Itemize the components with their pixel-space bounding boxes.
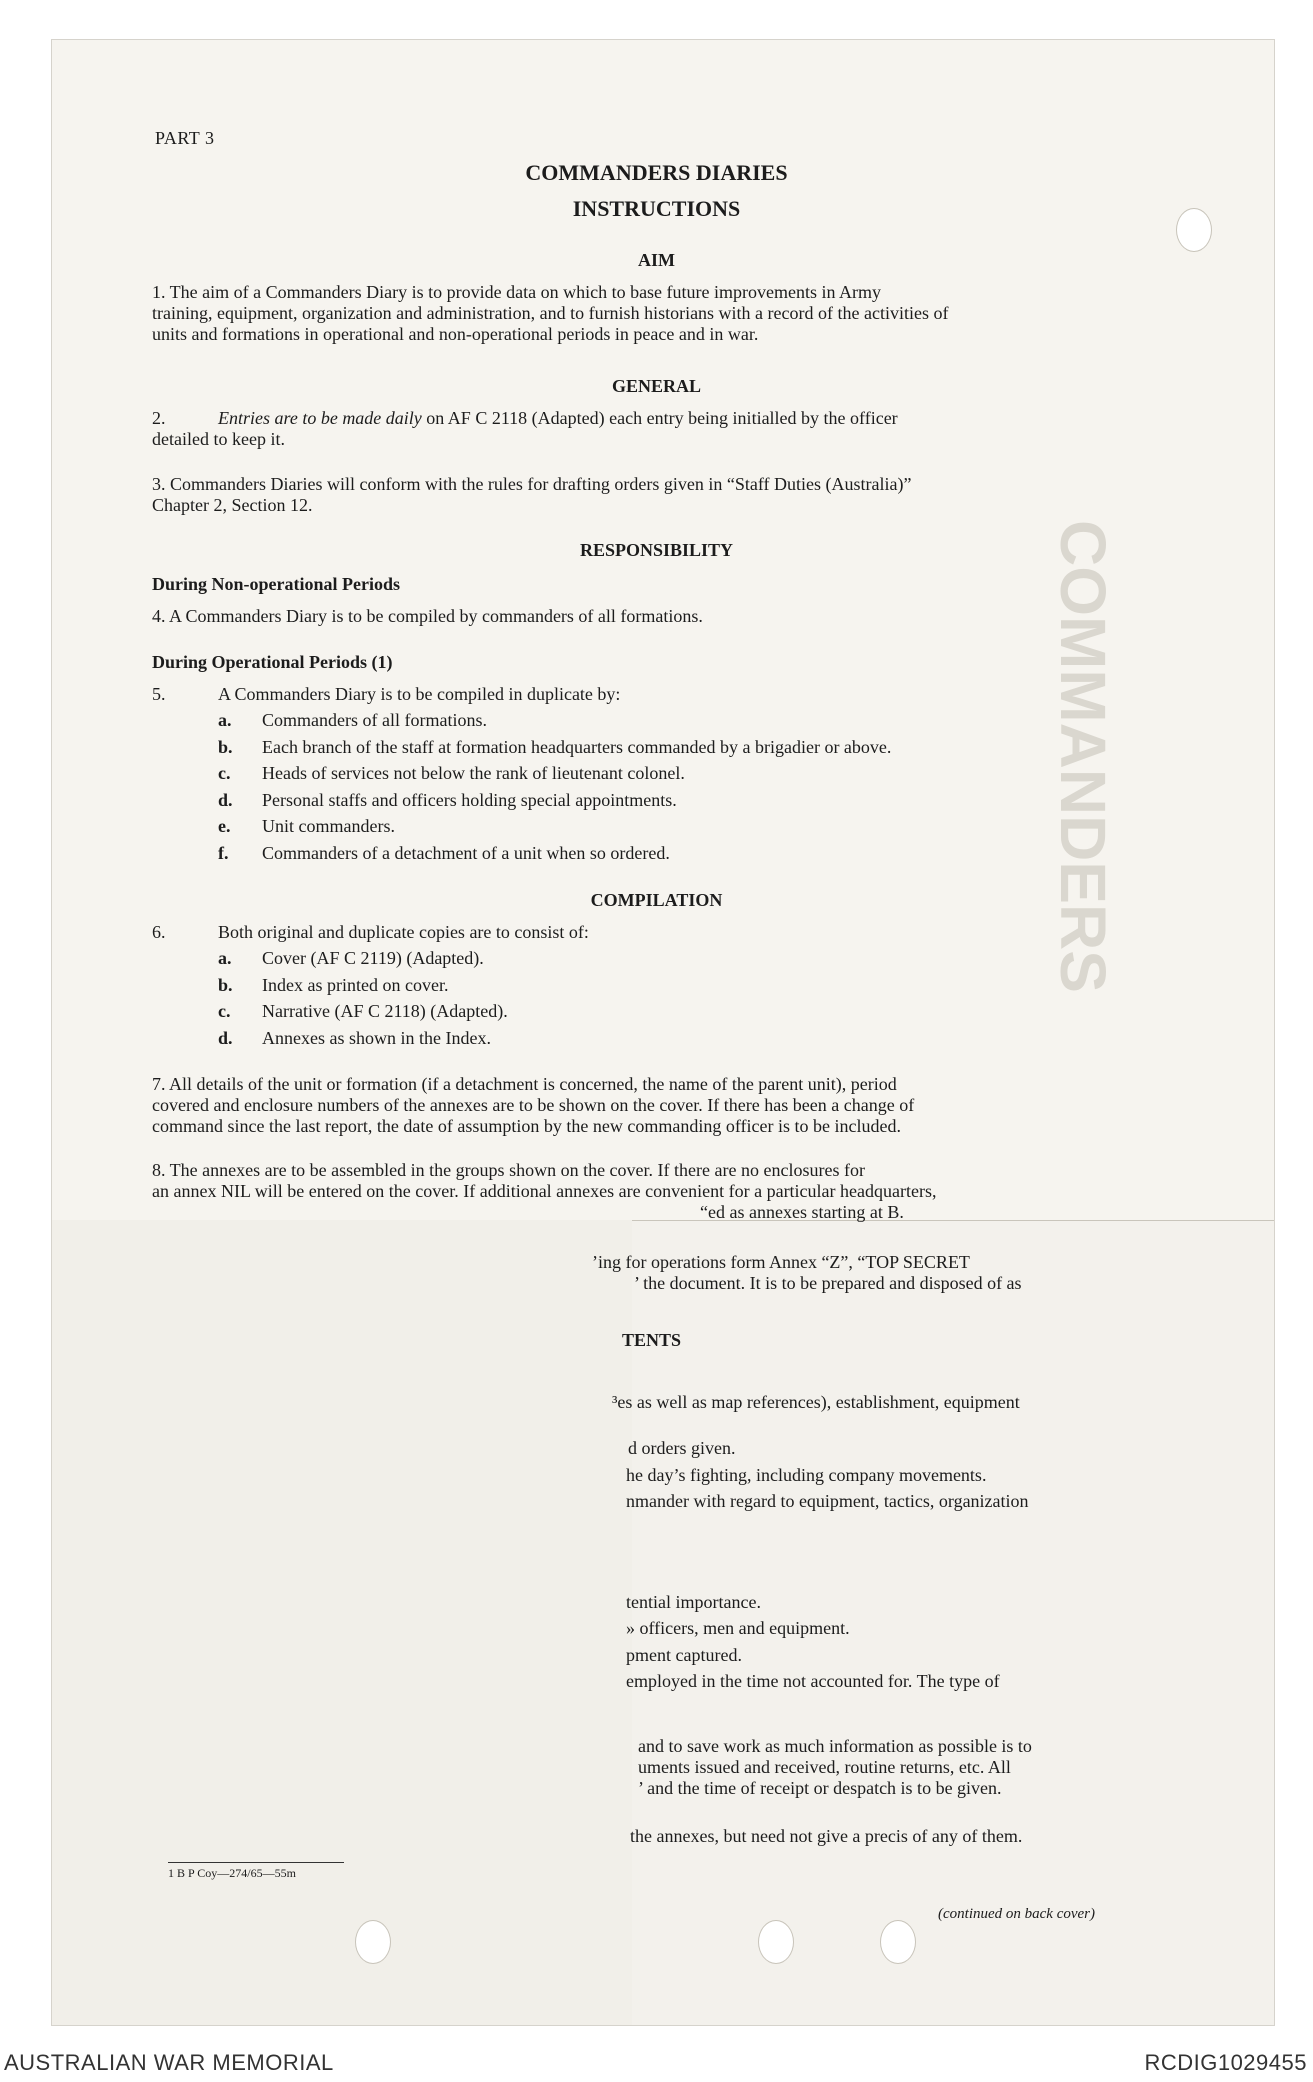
folded-page-corner <box>52 1220 632 2025</box>
paragraph-line: command since the last report, the date of assumption by the new commanding officer is to be included. <box>152 1116 901 1136</box>
heading-contents-fragment: TENTS <box>622 1330 682 1350</box>
paragraph-5 <box>152 684 620 705</box>
heading-compilation: COMPILATION <box>590 890 723 910</box>
paragraph-fragment: pment captured. <box>626 1645 742 1665</box>
paragraph-7 <box>152 1074 1152 1137</box>
paragraph-8 <box>152 1160 1152 1202</box>
paragraph-fragment: ’ing for operations form Annex “Z”, “TOP SECRET <box>592 1252 970 1272</box>
list-item: c. Narrative (AF C 2118) (Adapted). <box>218 1001 508 1021</box>
punch-hole <box>880 1920 916 1964</box>
list-item: d. Annexes as shown in the Index. <box>218 1028 491 1048</box>
paragraph-number: 6. <box>152 922 166 942</box>
reference-id: RCDIG1029455 <box>1144 2050 1307 2075</box>
paragraph-fragment: “ed as annexes starting at B. <box>700 1202 904 1222</box>
paragraph-fragment: ³es as well as map references), establishment, equipment <box>612 1392 1020 1412</box>
paragraph-text: A Commanders Diary is to be compiled in duplicate by: <box>218 684 621 704</box>
paragraph-line: covered and enclosure numbers of the annexes are to be shown on the cover. If there has been a change of <box>152 1095 915 1115</box>
subheading-non-operational: During Non-operational Periods <box>152 574 401 594</box>
emphasis-text: Entries are to be made daily <box>218 408 422 428</box>
paragraph-2 <box>152 408 1152 450</box>
paragraph-line: 1. The aim of a Commanders Diary is to provide data on which to base future improvements in Army <box>152 282 882 302</box>
paragraph-fragment: ’ and the time of receipt or despatch is to be given. <box>638 1778 1002 1798</box>
paragraph-fragment: tential importance. <box>626 1592 761 1612</box>
paragraph-fragment: nmander with regard to equipment, tactics, organization <box>626 1491 1029 1511</box>
list-item: e. Unit commanders. <box>218 816 395 836</box>
paragraph-line: Chapter 2, Section 12. <box>152 495 313 515</box>
paragraph-line: detailed to keep it. <box>152 429 285 449</box>
institution-label: AUSTRALIAN WAR MEMORIAL <box>4 2050 334 2075</box>
paragraph-fragment: d orders given. <box>628 1438 736 1458</box>
list-item: c. Heads of services not below the rank of lieutenant colonel. <box>218 763 685 783</box>
continued-note: (continued on back cover) <box>938 1906 1096 1922</box>
document-subtitle: INSTRUCTIONS <box>572 196 741 221</box>
paragraph-line: 3. Commanders Diaries will conform with the rules for drafting orders given in “Staff Duties (Australia)” <box>152 474 912 494</box>
document-title: COMMANDERS DIARIES <box>525 160 788 185</box>
list-item: d. Personal staffs and officers holding special appointments. <box>218 790 677 810</box>
heading-responsibility: RESPONSIBILITY <box>579 540 734 560</box>
printer-footnote: 1 B P Coy—274/65—55m <box>168 1862 344 1881</box>
paragraph-fragment: the annexes, but need not give a precis of any of them. <box>630 1826 1023 1846</box>
paragraph-4: 4. A Commanders Diary is to be compiled by commanders of all formations. <box>152 606 703 626</box>
show-through-text: COMMANDERS <box>1047 520 1119 993</box>
paragraph-line: units and formations in operational and non-operational periods in peace and in war. <box>152 324 759 344</box>
paragraph-line: training, equipment, organization and administration, and to furnish historians with a record of the activities of <box>152 303 949 323</box>
list-item: f. Commanders of a detachment of a unit when so ordered. <box>218 843 670 863</box>
list-item: a. Commanders of all formations. <box>218 710 487 730</box>
paragraph-text: Both original and duplicate copies are to consist of: <box>218 922 589 942</box>
paragraph-line: 8. The annexes are to be assembled in the groups shown on the cover. If there are no enclosures for <box>152 1160 865 1180</box>
punch-hole <box>355 1920 391 1964</box>
part-label: PART 3 <box>155 128 215 148</box>
paragraph-fragment: » officers, men and equipment. <box>626 1618 850 1638</box>
paragraph-fragment: employed in the time not accounted for. The type of <box>626 1671 1000 1691</box>
paragraph-text: on AF C 2118 (Adapted) each entry being initialled by the officer <box>421 408 898 428</box>
paragraph-fragment: he day’s fighting, including company movements. <box>626 1465 987 1485</box>
paragraph-number: 2. <box>152 408 166 428</box>
punch-hole <box>758 1920 794 1964</box>
subheading-operational: During Operational Periods (1) <box>152 652 393 672</box>
paragraph-fragment: uments issued and received, routine returns, etc. All <box>638 1757 1011 1777</box>
paragraph-6 <box>152 922 589 943</box>
paragraph-fragment: ’ the document. It is to be prepared and disposed of as <box>634 1273 1022 1293</box>
paragraph-line: an annex NIL will be entered on the cover. If additional annexes are convenient for a particular headquarters, <box>152 1181 937 1201</box>
list-item: b. Index as printed on cover. <box>218 975 449 995</box>
paragraph-line: 7. All details of the unit or formation (if a detachment is concerned, the name of the parent unit), period <box>152 1074 897 1094</box>
paragraph-1 <box>152 282 1152 345</box>
paragraph-number: 5. <box>152 684 166 704</box>
paragraph-3 <box>152 474 1152 516</box>
heading-general: GENERAL <box>611 376 701 396</box>
list-item: b. Each branch of the staff at formation headquarters commanded by a brigadier or above. <box>218 737 892 757</box>
heading-aim: AIM <box>638 250 675 270</box>
list-item: a. Cover (AF C 2119) (Adapted). <box>218 948 484 968</box>
paragraph-fragment: and to save work as much information as possible is to <box>638 1736 1032 1756</box>
